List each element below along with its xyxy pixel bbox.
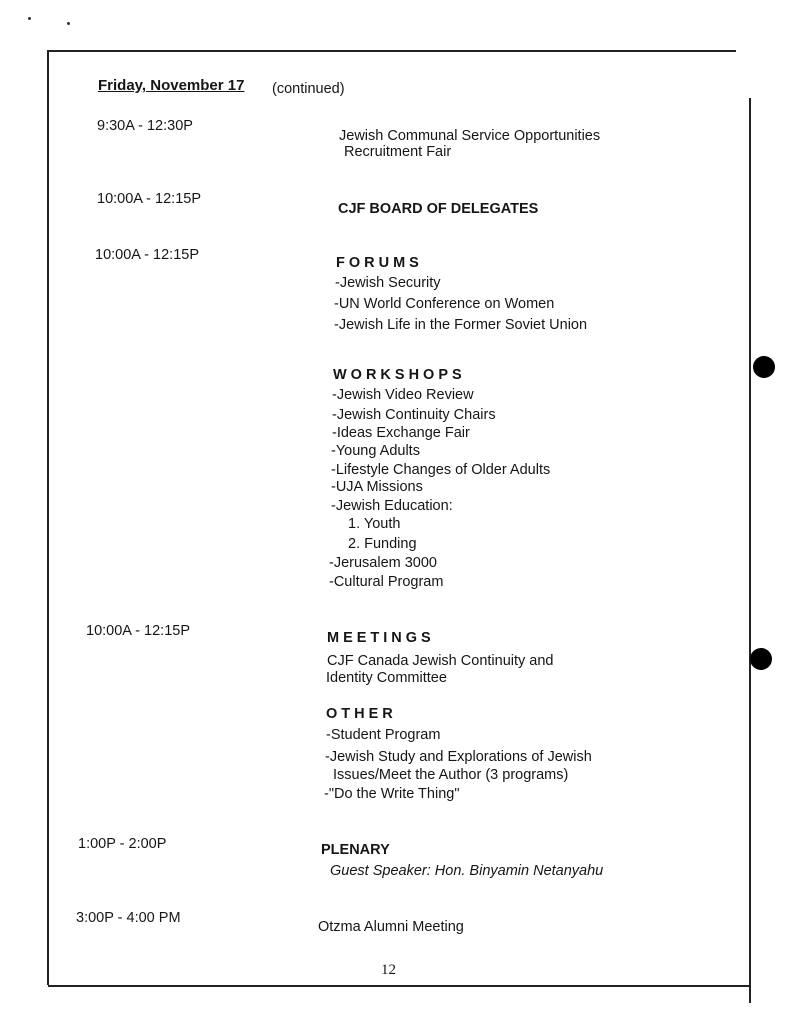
time-slot: 10:00A - 12:15P xyxy=(86,623,190,639)
list-item: Identity Committee xyxy=(326,670,447,686)
page-number: 12 xyxy=(381,962,396,978)
time-slot: 3:00P - 4:00 PM xyxy=(76,910,181,926)
frame-right-rule xyxy=(749,98,751,1003)
list-item: 1. Youth xyxy=(348,516,401,532)
event-line: Recruitment Fair xyxy=(344,144,452,160)
list-item: -Jewish Life in the Former Soviet Union xyxy=(334,317,588,333)
punch-hole xyxy=(753,356,775,378)
guest-speaker: Guest Speaker: Hon. Binyamin Netanyahu xyxy=(330,863,604,879)
list-item: -Jewish Security xyxy=(335,275,441,291)
list-item: -Jewish Education: xyxy=(331,498,453,514)
list-item: -"Do the Write Thing" xyxy=(324,786,460,802)
punch-hole xyxy=(750,648,772,670)
list-item: -Young Adults xyxy=(331,443,420,459)
section-heading: OTHER xyxy=(326,706,397,722)
event-title: PLENARY xyxy=(321,842,390,858)
day-heading: Friday, November 17 xyxy=(98,77,245,94)
frame-left-rule xyxy=(47,50,49,985)
section-heading: FORUMS xyxy=(336,255,423,271)
event-title: CJF BOARD OF DELEGATES xyxy=(338,201,539,217)
time-slot: 9:30A - 12:30P xyxy=(97,118,193,134)
list-item: CJF Canada Jewish Continuity and xyxy=(327,653,554,669)
list-item: -Lifestyle Changes of Older Adults xyxy=(331,462,551,478)
frame-bottom-rule xyxy=(48,985,750,987)
event-line: Jewish Communal Service Opportunities xyxy=(339,128,601,144)
continued-label: (continued) xyxy=(272,81,345,97)
list-item: -Student Program xyxy=(326,727,441,743)
list-item: -Jewish Continuity Chairs xyxy=(332,407,496,423)
scan-speck xyxy=(28,17,31,20)
section-heading: WORKSHOPS xyxy=(333,367,466,383)
scan-speck xyxy=(67,22,70,25)
list-item: -UJA Missions xyxy=(331,479,423,495)
time-slot: 1:00P - 2:00P xyxy=(78,836,167,852)
list-item: -Cultural Program xyxy=(329,574,444,590)
list-item: -Jewish Study and Explorations of Jewish xyxy=(325,749,592,765)
section-heading: MEETINGS xyxy=(327,630,435,646)
list-item: -Jerusalem 3000 xyxy=(329,555,437,571)
time-slot: 10:00A - 12:15P xyxy=(95,247,199,263)
list-item: -UN World Conference on Women xyxy=(334,296,555,312)
list-item: Issues/Meet the Author (3 programs) xyxy=(333,767,569,783)
frame-top-rule xyxy=(48,50,736,52)
list-item: -Ideas Exchange Fair xyxy=(332,425,470,441)
event-line: Otzma Alumni Meeting xyxy=(318,919,464,935)
list-item: -Jewish Video Review xyxy=(332,387,474,403)
list-item: 2. Funding xyxy=(348,536,417,552)
time-slot: 10:00A - 12:15P xyxy=(97,191,201,207)
